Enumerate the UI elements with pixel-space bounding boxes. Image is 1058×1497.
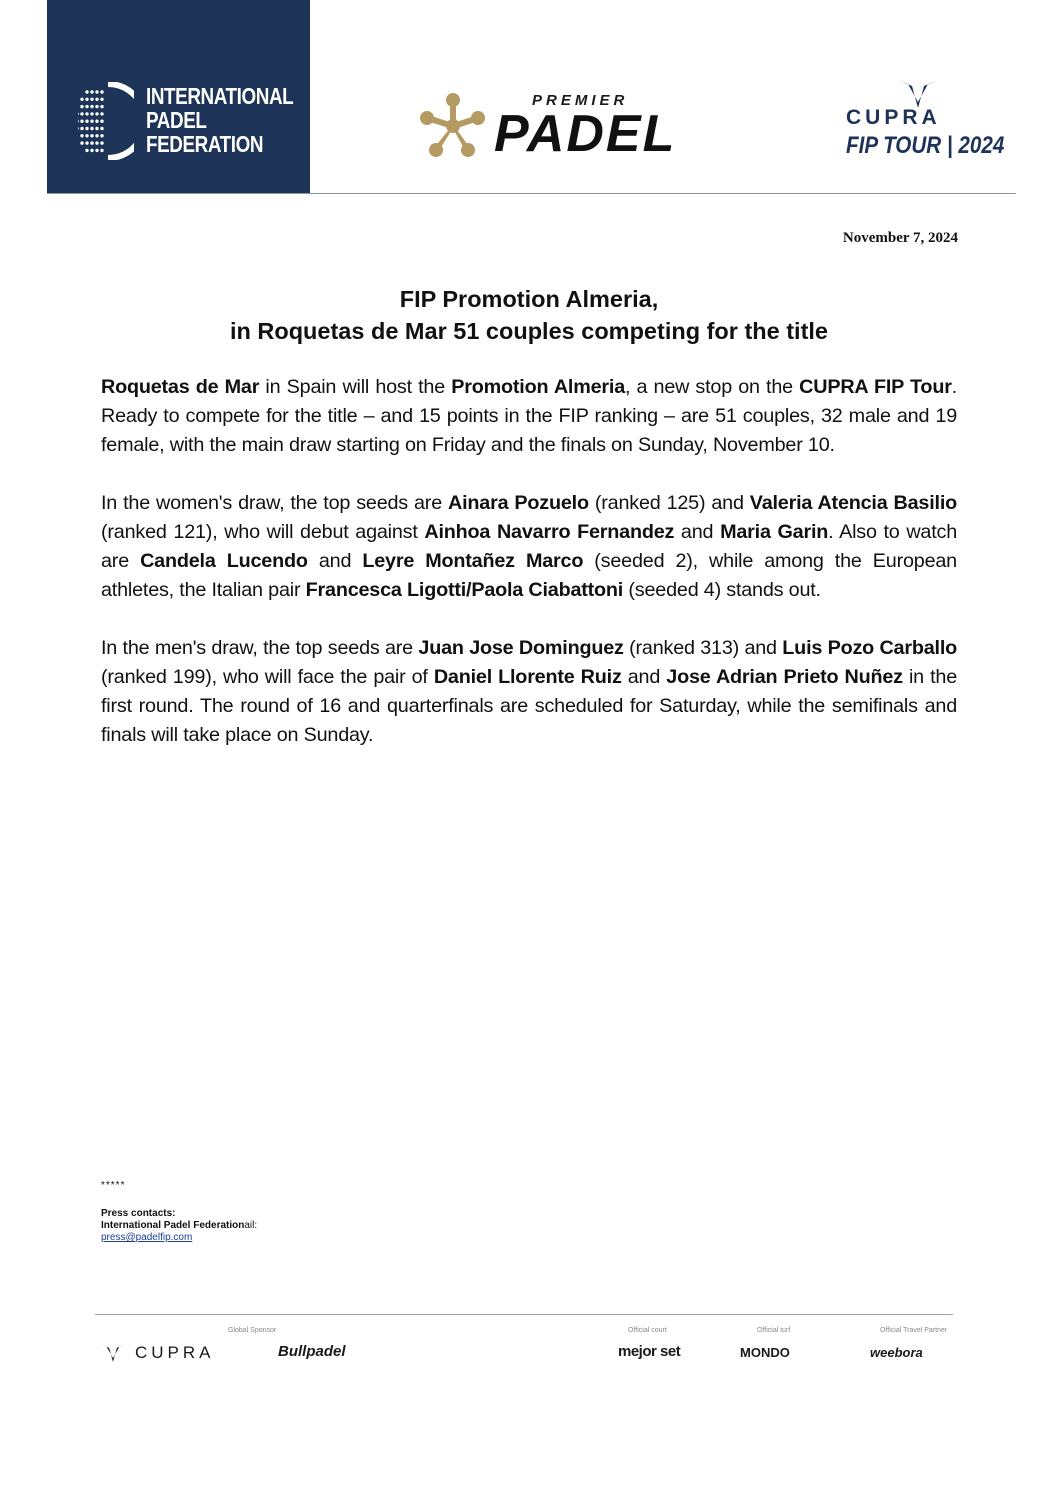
press-label: Press contacts: (101, 1208, 176, 1219)
bold-text: Roquetas de Mar (101, 376, 260, 398)
bold-text: Ainara Pozuelo (448, 492, 589, 514)
cupra-logo-icon (898, 80, 938, 108)
sponsor-label-court: Official court (628, 1327, 667, 1334)
sponsor-label-turf: Official turf (757, 1327, 791, 1334)
press-org-name: International Padel Federation (101, 1220, 245, 1231)
premier-label: PREMIER (532, 92, 629, 109)
fip-ball-logo-icon (78, 82, 134, 160)
sponsor-mondo: MONDO (740, 1345, 790, 1360)
bold-text: Candela Lucendo (140, 550, 308, 572)
federation-line: INTERNATIONAL (146, 83, 294, 109)
article-body (101, 373, 957, 779)
sponsor-label-global: Global Sponsor (228, 1327, 277, 1334)
text-run: (seeded 2), while among the European athletes, the Italian pair (101, 550, 957, 601)
title-line: in Roquetas de Mar 51 couples competing for the title (229, 318, 829, 344)
text-run: (ranked 125) and (588, 492, 750, 514)
text-run: . Ready to compete for the title – and 15 points in the FIP ranking – are 51 couples, 32 male and 19 female, with the main draw starting on Friday and the finals on Sunday, November 10. (101, 376, 957, 456)
sponsor-label-travel: Official Travel Partner (880, 1327, 948, 1334)
fip-tour-label: FIP TOUR | 2024 (846, 132, 1005, 159)
sponsor-weebora: weebora (870, 1345, 923, 1360)
footer-divider (95, 1314, 953, 1315)
federation-line: FEDERATION (146, 131, 264, 157)
federation-name (146, 84, 293, 156)
body-paragraph (101, 373, 957, 460)
text-run: and (674, 521, 721, 543)
bold-text: Jose Adrian Prieto Nuñez (666, 666, 903, 688)
header-divider (47, 193, 1016, 194)
sponsor-cupra: CUPRA (135, 1343, 215, 1362)
bold-text: Daniel Llorente Ruiz (433, 666, 622, 688)
text-run: (seeded 4) stands out. (623, 579, 821, 601)
bold-text: Valeria Atencia Basilio (749, 492, 958, 514)
text-run: and (621, 666, 667, 688)
cupra-sponsor-icon (99, 1344, 127, 1362)
page-title (101, 283, 957, 347)
press-email-link[interactable]: press@padelfip.com (101, 1232, 193, 1243)
press-org-suffix: ail: (244, 1220, 258, 1231)
text-run: (ranked 121), who will debut against (101, 521, 425, 543)
press-org (101, 1220, 257, 1232)
text-run: , a new stop on the (625, 376, 800, 398)
text-run: (ranked 313) and (623, 637, 783, 659)
title-line: FIP Promotion Almeria, (399, 286, 659, 312)
cupra-wordmark: CUPRA (846, 106, 941, 129)
bold-text: Maria Garin (720, 521, 829, 543)
sponsor-mejorset: mejor set (618, 1343, 681, 1360)
body-paragraph (101, 489, 957, 605)
text-run: (ranked 199), who will face the pair of (101, 666, 434, 688)
sponsor-bullpadel: Bullpadel (278, 1343, 346, 1360)
bold-text: CUPRA FIP Tour (799, 376, 952, 398)
federation-line: PADEL (146, 107, 207, 133)
bold-text: Francesca Ligotti/Paola Ciabattoni (305, 579, 624, 601)
bold-text: Promotion Almeria (451, 376, 625, 398)
body-paragraph (101, 634, 957, 750)
text-run: In the men's draw, the top seeds are (101, 637, 419, 659)
padel-label: PADEL (494, 105, 677, 163)
bold-text: Ainhoa Navarro Fernandez (424, 521, 675, 543)
premier-padel-star-icon (418, 92, 488, 160)
press-contacts (101, 1180, 257, 1244)
text-run: . Also to watch are (101, 521, 958, 572)
bold-text: Leyre Montañez Marco (362, 550, 584, 572)
bold-text: Luis Pozo Carballo (782, 637, 958, 659)
text-run: in Spain will host the (259, 376, 452, 398)
text-run: and (307, 550, 363, 572)
text-run: in the first round. The round of 16 and quarterfinals are scheduled for Saturday, while the semifinals and finals will take place on Sunday. (101, 666, 957, 746)
bold-text: Juan Jose Dominguez (418, 637, 624, 659)
release-date: November 7, 2024 (842, 230, 958, 246)
text-run: In the women's draw, the top seeds are (101, 492, 449, 514)
separator-stars: ***** (101, 1180, 126, 1191)
